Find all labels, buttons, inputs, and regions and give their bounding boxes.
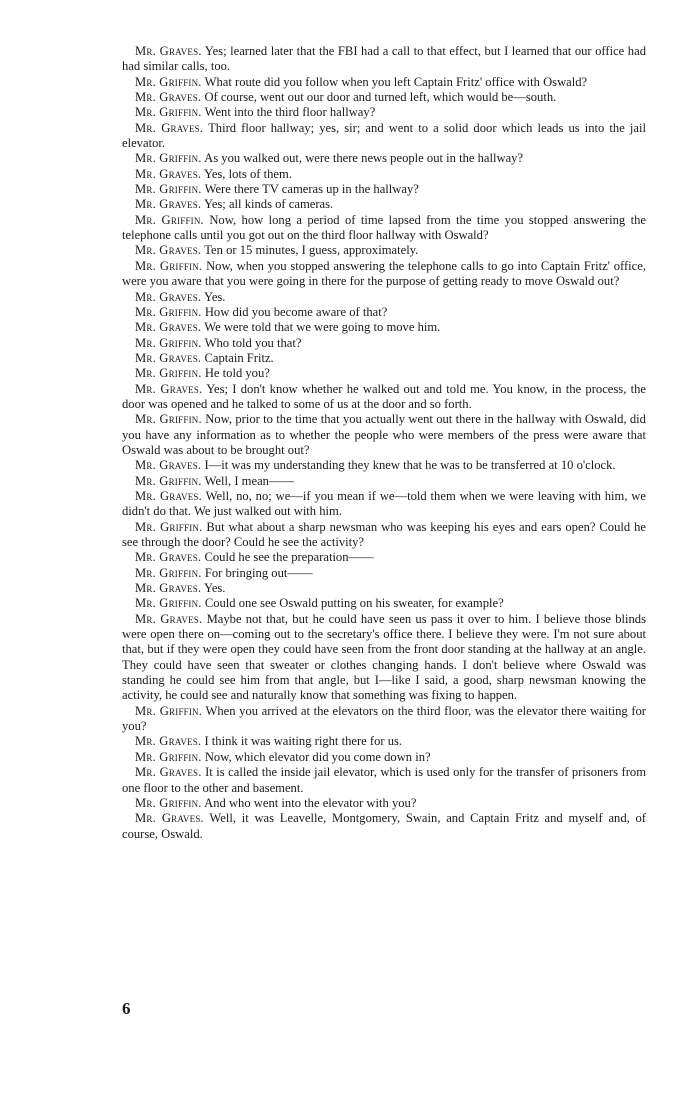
speaker-name: Mr. Griffin. (135, 105, 202, 120)
statement-text: Now, prior to the time that you actually went out there in the hallway with Oswald, did you have any information as to whether the people who were members of the press were aware that Oswald was about to be brought out? (122, 412, 646, 457)
statement-text: We were told that we were going to move him. (204, 320, 441, 335)
speaker-name: Mr. Griffin. (135, 74, 202, 89)
statement-text: Yes; I don't know whether he walked out and told me. You know, in the process, the door was opened and he talked to some of us at the door and so forth. (122, 381, 646, 411)
speaker-name: Mr. Griffin. (135, 258, 203, 273)
speaker-name: Mr. Griffin. (135, 519, 203, 534)
statement-text: When you arrived at the elevators on the third floor, was the elevator there waiting for you? (122, 703, 647, 734)
speaker-name: Mr. Graves. (135, 550, 202, 565)
testimony-paragraph (122, 290, 646, 305)
speaker-name: Mr. Griffin. (135, 335, 202, 350)
speaker-name: Mr. Griffin. (135, 565, 202, 580)
testimony-paragraph (122, 121, 646, 152)
speaker-name: Mr. Griffin. (135, 304, 202, 319)
speaker-name: Mr. Griffin. (135, 212, 204, 227)
testimony-text (122, 44, 646, 842)
speaker-name: Mr. Graves. (135, 350, 202, 365)
speaker-name: Mr. Graves. (135, 765, 202, 780)
testimony-paragraph (122, 213, 646, 244)
speaker-name: Mr. Graves. (135, 320, 202, 335)
statement-text: Went into the third floor hallway? (204, 105, 376, 120)
statement-text: Of course, went out our door and turned left, which would be—south. (204, 90, 557, 105)
testimony-paragraph (122, 197, 646, 212)
speaker-name: Mr. Graves. (135, 734, 202, 749)
speaker-name: Mr. Graves. (135, 197, 202, 212)
statement-text: Well, it was Leavelle, Montgomery, Swain, and Captain Fritz and myself and, of course, Oswald. (122, 811, 647, 841)
testimony-paragraph (122, 382, 646, 413)
testimony-paragraph (122, 566, 646, 581)
statement-text: For bringing out—— (204, 565, 313, 580)
testimony-paragraph (122, 75, 646, 90)
statement-text: Ten or 15 minutes, I guess, approximately. (204, 243, 419, 258)
speaker-name: Mr. Graves. (135, 166, 202, 181)
speaker-name: Mr. Graves. (135, 458, 202, 473)
speaker-name: Mr. Griffin. (135, 473, 202, 488)
statement-text: Now, when you stopped answering the telephone calls to go into Captain Fritz' office, were you aware that you were going in there for the purpose of getting ready to move Oswald out? (122, 258, 646, 289)
speaker-name: Mr. Griffin. (135, 182, 202, 197)
testimony-paragraph (122, 320, 646, 335)
speaker-name: Mr. Griffin. (135, 151, 202, 166)
statement-text: Could he see the preparation—— (204, 550, 374, 565)
testimony-paragraph (122, 366, 646, 381)
testimony-paragraph (122, 458, 646, 473)
statement-text: Now, how long a period of time lapsed from the time you stopped answering the telephone calls until you got out on the third floor hallway with Oswald? (122, 212, 647, 243)
speaker-name: Mr. Griffin. (135, 412, 202, 427)
statement-text: It is called the inside jail elevator, which is used only for the transfer of prisoners from one floor to the other and basement. (122, 765, 646, 795)
speaker-name: Mr. Graves. (135, 243, 202, 258)
page-number: 6 (122, 999, 131, 1018)
testimony-paragraph (122, 612, 646, 704)
statement-text: I—it was my understanding they knew that he was to be transferred at 10 o'clock. (204, 458, 616, 473)
testimony-paragraph (122, 734, 646, 749)
speaker-name: Mr. Graves. (135, 120, 204, 135)
testimony-paragraph (122, 90, 646, 105)
statement-text: Yes, lots of them. (203, 166, 292, 181)
speaker-name: Mr. Griffin. (135, 366, 202, 381)
statement-text: Now, which elevator did you come down in? (204, 749, 431, 764)
testimony-paragraph (122, 182, 646, 197)
statement-text: What route did you follow when you left Captain Fritz' office with Oswald? (204, 74, 588, 89)
testimony-paragraph (122, 550, 646, 565)
statement-text: Were there TV cameras up in the hallway? (204, 182, 419, 197)
testimony-paragraph (122, 336, 646, 351)
statement-text: Could one see Oswald putting on his sweater, for example? (204, 596, 504, 611)
testimony-paragraph (122, 750, 646, 765)
testimony-paragraph (122, 596, 646, 611)
statement-text: Captain Fritz. (204, 350, 274, 365)
speaker-name: Mr. Graves. (135, 289, 202, 304)
statement-text: Yes; learned later that the FBI had a call to that effect, but I learned that our office had had similar calls, too. (122, 44, 646, 74)
testimony-paragraph (122, 412, 646, 458)
statement-text: Yes. (203, 289, 226, 304)
statement-text: Yes. (203, 581, 226, 596)
speaker-name: Mr. Graves. (135, 611, 203, 626)
testimony-paragraph (122, 520, 646, 551)
statement-text: As you walked out, were there news people out in the hallway? (204, 151, 524, 166)
speaker-name: Mr. Graves. (135, 488, 202, 503)
statement-text: And who went into the elevator with you? (204, 795, 417, 810)
speaker-name: Mr. Griffin. (135, 749, 202, 764)
speaker-name: Mr. Graves. (135, 90, 202, 105)
testimony-paragraph (122, 105, 646, 120)
speaker-name: Mr. Graves. (135, 811, 204, 826)
statement-text: How did you become aware of that? (204, 304, 388, 319)
testimony-paragraph (122, 151, 646, 166)
testimony-paragraph (122, 489, 646, 520)
testimony-paragraph (122, 704, 646, 735)
statement-text: Well, no, no; we—if you mean if we—told them when we were leaving with him, we didn't do that. We just walked out with him. (122, 488, 646, 519)
testimony-paragraph (122, 811, 646, 842)
speaker-name: Mr. Griffin. (135, 703, 203, 718)
testimony-paragraph (122, 259, 646, 290)
speaker-name: Mr. Graves. (135, 581, 202, 596)
testimony-paragraph (122, 167, 646, 182)
statement-text: But what about a sharp newsman who was keeping his eyes and ears open? Could he see through the door? Could he see the activity? (122, 519, 647, 549)
statement-text: Well, I mean—— (204, 473, 295, 488)
speaker-name: Mr. Graves. (135, 44, 202, 58)
statement-text: Yes; all kinds of cameras. (203, 197, 334, 212)
statement-text: He told you? (204, 366, 270, 381)
testimony-paragraph (122, 765, 646, 796)
statement-text: Maybe not that, but he could have seen us pass it over to him. I believe those blinds were open there on—coming out to the secretary's office there. I believe they were. I'm not sure about that, but if they were open they could have seen from the front door standing at the hallway at an angle. They could have seen that sweater or clothes changing hands. I don't believe where Oswald was standing he could see him from that angle, but I—like I said, a good, sharp newsman knowing the activity, he could see and naturally know that something was fixing to happen. (122, 611, 646, 703)
testimony-paragraph (122, 351, 646, 366)
testimony-paragraph (122, 796, 646, 811)
testimony-paragraph (122, 474, 646, 489)
statement-text: Third floor hallway; yes, sir; and went to a solid door which leads us into the jail elevator. (122, 120, 646, 151)
speaker-name: Mr. Griffin. (135, 596, 202, 611)
testimony-paragraph (122, 581, 646, 596)
speaker-name: Mr. Griffin. (135, 795, 202, 810)
testimony-paragraph (122, 305, 646, 320)
testimony-paragraph (122, 44, 646, 75)
statement-text: I think it was waiting right there for us. (204, 734, 403, 749)
statement-text: Who told you that? (204, 335, 302, 350)
speaker-name: Mr. Graves. (135, 381, 203, 396)
testimony-paragraph (122, 243, 646, 258)
